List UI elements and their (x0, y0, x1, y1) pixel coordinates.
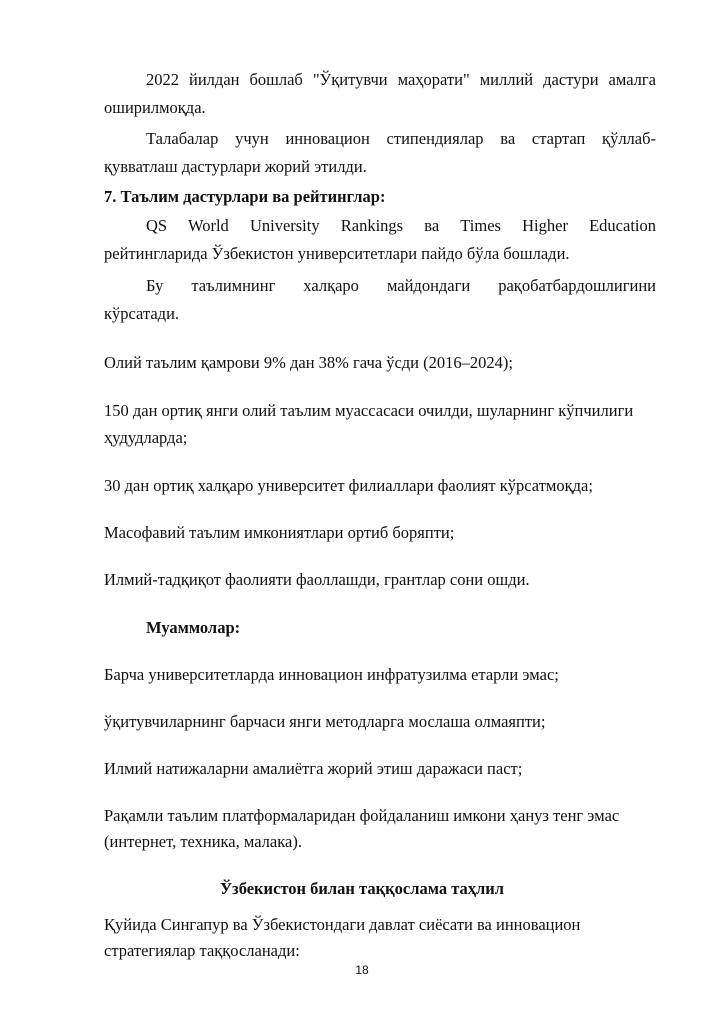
list-item: Олий таълим қамрови 9% дан 38% гача ўсди (2016–2024); (104, 353, 513, 372)
paragraph-line: кўрсатади. (104, 304, 180, 323)
paragraph-line: стратегиялар таққосланади: (104, 941, 300, 960)
list-item: Илмий-тадқиқот фаолияти фаоллашди, грантлар сони ошди. (104, 570, 530, 589)
paragraph-line: оширилмоқда. (104, 98, 206, 117)
paragraph-line: қувватлаш дастурлари жорий этилди. (104, 157, 367, 176)
section-heading-7: 7. Таълим дастурлари ва рейтинглар: (104, 187, 386, 206)
page-number: 18 (355, 963, 369, 977)
problem-item: Рақамли таълим платформаларидан фойдаланиш имкони ҳануз тенг эмас (104, 806, 620, 825)
list-item: 150 дан ортиқ янги олий таълим муассасаси очилди, шуларнинг кўпчилиги (104, 401, 634, 420)
paragraph-line: QS World University Rankings ва Times Higher Education (146, 216, 656, 235)
paragraph-line: Талабалар учун инновацион стипендиялар ва стартап қўллаб- (146, 129, 656, 148)
problem-item-continuation: (интернет, техника, малака). (104, 832, 302, 851)
list-item-continuation: ҳудудларда; (104, 428, 188, 447)
list-item: Масофавий таълим имкониятлари ортиб боряпти; (104, 523, 455, 542)
paragraph-line: Бу таълимнинг халқаро майдондаги рақобатбардошлигини (146, 276, 656, 295)
comparison-heading: Ўзбекистон билан таққослама таҳлил (219, 879, 505, 898)
problem-item: Барча университетларда инновацион инфратузилма етарли эмас; (104, 665, 559, 684)
problems-heading: Муаммолар: (146, 618, 241, 637)
paragraph-line: 2022 йилдан бошлаб "Ўқитувчи маҳорати" миллий дастури амалга (146, 70, 656, 89)
paragraph-line: Қуйида Сингапур ва Ўзбекистондаги давлат сиёсати ва инновацион (104, 915, 581, 934)
list-item: 30 дан ортиқ халқаро университет филиаллари фаолият кўрсатмоқда; (104, 476, 593, 495)
paragraph-line: рейтингларида Ўзбекистон университетлари пайдо бўла бошлади. (104, 244, 570, 263)
problem-item: Илмий натижаларни амалиётга жорий этиш даражаси паст; (104, 759, 523, 778)
problem-item: ўқитувчиларнинг барчаси янги методларга мослаша олмаяпти; (104, 712, 546, 731)
